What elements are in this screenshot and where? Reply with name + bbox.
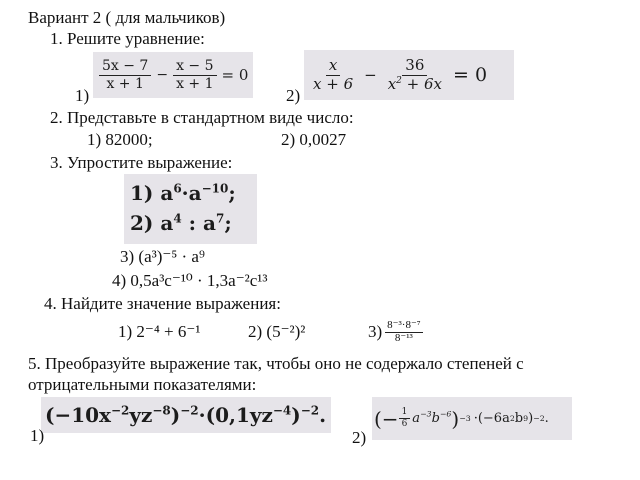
equation-1-number: 1): [75, 86, 90, 105]
simplify-expressions-image: [124, 174, 257, 244]
expression-2: 2) $a^4$ : $a^7$;: [130, 211, 232, 235]
variant-header: Вариант 2 ( для мальчиков): [28, 8, 226, 27]
fraction-4: [385, 55, 445, 93]
expression-5-1-image: $(-10x^{-2}yz^{-8})^{-2}\cdot(0,1yz^{-4})^{-2}$.: [41, 397, 331, 433]
task-3-item-4: 4) 0,5a³c⁻¹⁰ · 1,3a⁻²c¹³: [112, 271, 268, 290]
fraction-3-denominator: x + 6: [313, 74, 354, 93]
fraction-2-denominator: x + 1: [176, 75, 214, 92]
task-2-item-2: 2) 0,0027: [281, 130, 347, 149]
expression-5-2-number: 2): [352, 428, 367, 447]
task-4-item-3: [368, 314, 423, 350]
one-sixth-fraction: $\frac{1}{6}$: [399, 408, 411, 430]
equation-2-image: [304, 50, 514, 100]
task-3-item-3: 3) (a³)⁻⁵ · a⁹: [120, 247, 205, 266]
expression-5-2-image: (− $\frac{1}{6}$ $a^{-3}b^{-6}$ ) −3 ·(−6a 2 b 9 ) −2 .: [372, 397, 572, 440]
fraction-2: [173, 59, 216, 91]
expression-5-1-number: 1): [30, 426, 45, 445]
task-5-title-line-1: 5. Преобразуйте выражение так, чтобы оно не содержало степеней с: [28, 354, 524, 373]
expression-1: 1) $a^6\cdot a^{-10}$;: [130, 181, 236, 205]
task-2-item-1: 1) 82000;: [87, 130, 153, 149]
fraction-3-numerator: x: [326, 58, 340, 76]
task-4-item-2: 2) (5⁻²)²: [248, 322, 306, 341]
task-4-item-3-fraction: [385, 320, 422, 344]
equation-1-image: [93, 52, 253, 98]
minus-sign: −: [156, 67, 169, 83]
fraction-numerator: 8⁻³·8⁻⁷: [387, 318, 421, 331]
fraction-4-denominator: $x^2 + 6x$: [387, 74, 442, 93]
fraction-1-denominator: x + 1: [106, 75, 144, 92]
fraction-2-numerator: x − 5: [173, 59, 216, 76]
minus-sign: −: [364, 66, 377, 84]
equals-zero: = 0: [221, 66, 249, 84]
task-5-title-line-2: отрицательными показателями:: [28, 375, 257, 394]
task-4-item-1: 1) 2⁻⁴ + 6⁻¹: [118, 322, 201, 341]
task-4-item-3-label: 3): [368, 322, 383, 341]
task-4-title: 4. Найдите значение выражения:: [44, 294, 281, 313]
equation-2-number: 2): [286, 86, 301, 105]
task-1-title: 1. Решите уравнение:: [50, 29, 205, 48]
fraction-1-numerator: 5x − 7: [99, 59, 151, 76]
fraction-4-numerator: 36: [402, 58, 427, 76]
task-3-title: 3. Упростите выражение:: [50, 153, 233, 172]
fraction-1: [99, 59, 151, 91]
fraction-3: [310, 55, 356, 93]
equals-zero: = 0: [453, 64, 488, 86]
task-2-title: 2. Представьте в стандартном виде число:: [50, 108, 354, 127]
fraction-denominator: 8⁻¹³: [394, 331, 413, 344]
